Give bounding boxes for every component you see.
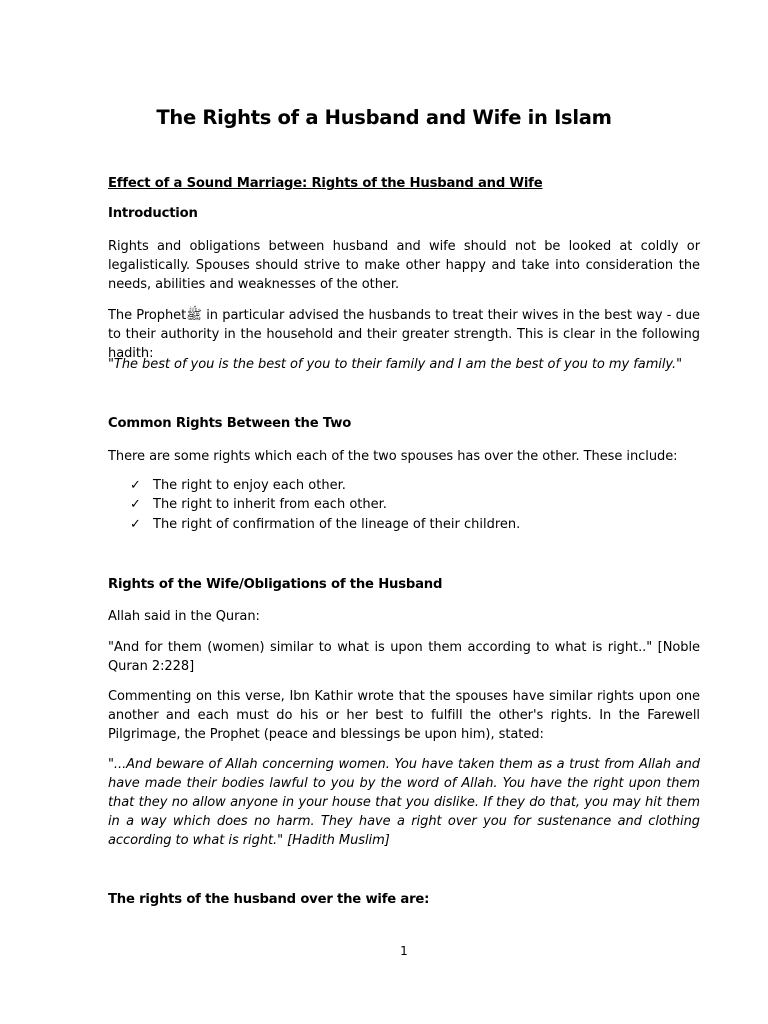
common-rights-intro: There are some rights which each of the two spouses has over the other. These include:	[108, 449, 678, 464]
common-rights-heading: Common Rights Between the Two	[108, 416, 352, 431]
prophet-paragraph: The Prophetﷺ in particular advised the husbands to treat their wives in the best way - due to their authority in the household and their greater strength. This is clear in the following hadith:	[108, 308, 700, 361]
check-icon: ✓	[130, 516, 141, 532]
quran-quote: "And for them (women) similar to what is upon them according to what is right.." [Noble Quran 2:228]	[108, 640, 700, 674]
list-item-text: The right to inherit from each other.	[153, 497, 387, 513]
list-item-text: The right to enjoy each other.	[153, 478, 346, 493]
intro-paragraph: Rights and obligations between husband and wife should not be looked at coldly or legalistically. Spouses should strive to make other happy and take into consideration the needs, abilities and weaknesses of the other.	[108, 239, 700, 292]
page-number: 1	[400, 944, 408, 958]
section-heading: Effect of a Sound Marriage: Rights of the Husband and Wife	[108, 176, 543, 191]
list-item-text: The right of confirmation of the lineage of their children.	[153, 516, 521, 532]
husband-rights-heading: The rights of the husband over the wife are:	[108, 892, 430, 907]
list-item	[130, 476, 520, 495]
wife-rights-heading: Rights of the Wife/Obligations of the Husband	[108, 577, 443, 592]
allah-said-line: Allah said in the Quran:	[108, 609, 260, 624]
list-item	[130, 495, 520, 514]
check-icon: ✓	[130, 497, 141, 513]
intro-heading: Introduction	[108, 206, 198, 221]
common-rights-list	[130, 476, 520, 534]
hadith-quote: "The best of you is the best of you to their family and I am the best of you to my family."	[108, 357, 683, 372]
farewell-quote: "...And beware of Allah concerning women. You have taken them as a trust from Allah and have made their bodies lawful to you by the word of Allah. You have the right upon them that they no allow anyone in your house that you dislike. If they do that, you may hit them in a way which does no harm. They have a right over you for sustenance and clothing according to what is right." [Hadith Muslim]	[108, 757, 700, 848]
list-item	[130, 515, 520, 534]
check-icon: ✓	[130, 478, 141, 493]
document-title: The Rights of a Husband and Wife in Islam	[156, 106, 612, 129]
commentary-paragraph: Commenting on this verse, Ibn Kathir wrote that the spouses have similar rights upon one another and each must do his or her best to fulfill the other's rights. In the Farewell Pilgrimage, the Prophet (peace and blessings be upon him), stated:	[108, 689, 700, 742]
